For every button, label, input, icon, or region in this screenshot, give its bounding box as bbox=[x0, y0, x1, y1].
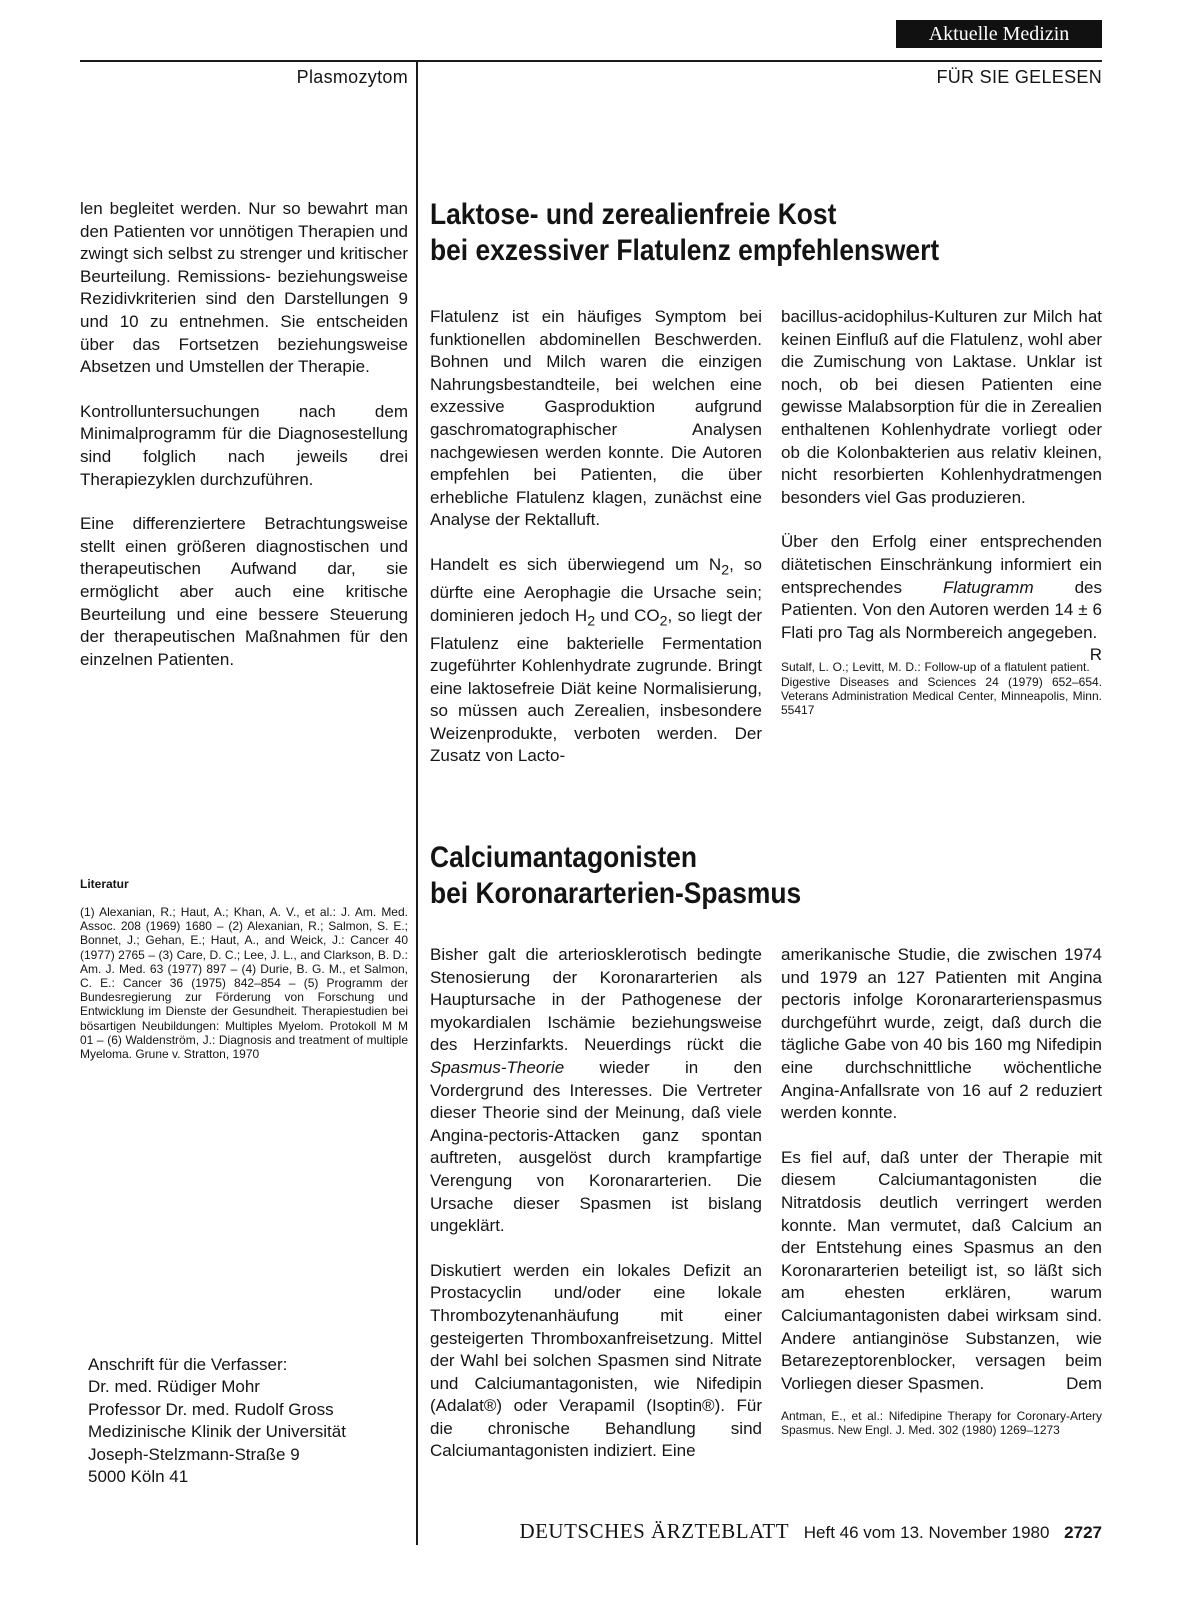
headline-line: Laktose- und zerealienfreie Kost bbox=[430, 198, 837, 231]
article2-signature: Dem bbox=[1066, 1373, 1102, 1393]
article2-headline bbox=[430, 840, 1102, 912]
article1-paragraph: bacillus-acidophilus-Kulturen zur Milch hat keinen Einfluß auf die Flatulenz, wohl aber die Zumischung von Laktase. Unklar ist noch, ob bei diesen Patienten eine gewisse Malabsorption für die in Zerealien enthaltenen Kohlenhydrate vorliegt oder ob die Kolonbakterien aus relativ kleinen, nicht resorbierten Kohlenhydratmengen besonders viel Gas produzieren. bbox=[781, 307, 1102, 507]
plasmozytom-text bbox=[80, 198, 408, 693]
article1-signature: R bbox=[1089, 645, 1102, 665]
article2-paragraph: Es fiel auf, daß unter der Therapie mit diesem Calciumantagonisten die Nitratdosis deutlich verringert werden konnte. Man vermutet, daß Calcium an der Entstehung eines Spasmus an den Koronararterien beteiligt ist, so läßt sich am ehesten erklären, warum Calciumantagonisten dabei wirksam sind. Andere antianginöse Substanzen, wie Betarezeptorenblocker, versagen beim Vorliegen dieser Spasmen. Dem bbox=[781, 1147, 1102, 1396]
article1-column1 bbox=[430, 306, 762, 790]
author-address bbox=[88, 1354, 408, 1488]
article2-column1 bbox=[430, 944, 762, 1485]
left-paragraph: Kontrolluntersuchungen nach dem Minimalprogramm für die Diagnosestellung sind folglich nach jeweils drei Therapiezyklen durchzuführen. bbox=[80, 401, 408, 489]
article1-column2 bbox=[781, 306, 1102, 717]
section-badge: Aktuelle Medizin bbox=[896, 20, 1102, 48]
address-line: Joseph-Stelzmann-Straße 9 bbox=[88, 1444, 300, 1464]
literatur-title: Literatur bbox=[80, 877, 129, 891]
article1-paragraph: Flatulenz ist ein häufiges Symptom bei funktionellen abdominellen Beschwerden. Bohnen und Milch waren die einzigen Nahrungsbestandteile, bei welchen eine exzessive Gasproduktion aufgrund gaschromatographischer Analysen nachgewiesen werden konnte. Die Autoren empfehlen bei Patienten, die über erhebliche Flatulenz klagen, zunächst eine Analyse der Rektalluft. bbox=[430, 307, 762, 530]
headline-line: bei Koronararterien-Spasmus bbox=[430, 877, 802, 910]
article1-paragraph: Über den Erfolg einer entsprechenden diätetischen Einschränkung informiert ein entsprechendes Flatugramm des Patienten. Von den Autoren werden 14 ± 6 Flati pro Tag als Normbereich angegeben. R bbox=[781, 531, 1102, 644]
right-running-head: FÜR SIE GELESEN bbox=[936, 67, 1102, 87]
headline-line: bei exzessiver Flatulenz empfehlenswert bbox=[430, 234, 940, 267]
address-line: Dr. med. Rüdiger Mohr bbox=[88, 1377, 260, 1397]
article2-column2 bbox=[781, 944, 1102, 1438]
article1-paragraph: Handelt es sich überwiegend um $N_2$, so dürfte eine Aerophagie die Ursache sein; dominieren jedoch $H_2$ und $CO_2$, so liegt der Flatulenz eine bakterielle Fermentation zugeführter Kohlenhydrate zugrunde. Bringt eine laktosefreie Diät keine Normalisierung, so müssen auch Zerealien, insbesondere Weizenprodukte, verboten werden. Der Zusatz von Lacto- bbox=[430, 554, 763, 766]
address-line: Medizinische Klinik der Universität bbox=[88, 1422, 346, 1442]
address-line: Anschrift für die Verfasser: bbox=[88, 1355, 288, 1374]
left-paragraph: Eine differenziertere Betrachtungsweise stellt einen größeren diagnostischen und therapeutischen Aufwand dar, sie ermöglicht aber auch eine kritische Beurteilung und eine bessere Steuerung der therapeutischen Maßnahmen für den einzelnen Patienten. bbox=[80, 514, 408, 669]
article2-reference: Antman, E., et al.: Nifedipine Therapy for Coronary-Artery Spasmus. New Engl. J. Med. 302 (1980) 1269–1273 bbox=[781, 1409, 1102, 1438]
column-divider bbox=[416, 60, 418, 1545]
headline-line: Calciumantagonisten bbox=[430, 841, 697, 874]
page-footer bbox=[400, 1518, 1102, 1546]
article2-paragraph: Bisher galt die arteriosklerotisch bedingte Stenosierung der Koronararterien als Hauptursache in der Pathogenese der myokardialen Ischämie beziehungsweise des Herzinfarkts. Neuerdings rückt die Spasmus-Theorie wieder in den Vordergrund des Interesses. Die Vertreter dieser Theorie sind der Meinung, daß viele Angina-pectoris-Attacken ganz spontan auftreten, ausgelöst durch krampfartige Verengung von Koronararterien. Die Ursache dieser Spasmen ist bislang ungeklärt. bbox=[430, 945, 762, 1236]
left-running-head: Plasmozytom bbox=[296, 67, 408, 87]
issue-info: Heft 46 vom 13. November 1980 bbox=[803, 1523, 1050, 1542]
article2-paragraph: Diskutiert werden ein lokales Defizit an Prostacyclin und/oder eine lokale Thrombozytenanhäufung mit einer gesteigerten Thromboxanfreisetzung. Mittel der Wahl bei solchen Spasmen sind Nitrate und Calciumantagonisten, wie Nifedipin (Adalat®) oder Verapamil (Isoptin®). Für die chronische Behandlung sind Calciumantagonisten indiziert. Eine bbox=[430, 1260, 762, 1461]
article2-paragraph: amerikanische Studie, die zwischen 1974 und 1979 an 127 Patienten mit Angina pectoris infolge Koronararterienspasmus durchgeführt wurde, zeigt, daß durch die tägliche Gabe von 40 bis 160 mg Nifedipin eine durchschnittliche wöchentliche Angina-Anfallsrate von 16 auf 2 reduziert werden konnte. bbox=[781, 945, 1102, 1123]
literatur-block bbox=[80, 877, 408, 1061]
article1-reference: Sutalf, L. O.; Levitt, M. D.: Follow-up of a flatulent patient. Digestive Diseases and Sciences 24 (1979) 652–654. Veterans Administration Medical Center, Minneapolis, Minn. 55417 bbox=[781, 660, 1102, 717]
address-line: Professor Dr. med. Rudolf Gross bbox=[88, 1399, 334, 1419]
left-paragraph: len begleitet werden. Nur so bewahrt man den Patienten vor unnötigen Therapien und zwingt sich selbst zu strenger und kritischer Beurteilung. Remissions- beziehungsweise Rezidivkriterien sind den Darstellungen 9 und 10 zu entnehmen. Sie entscheiden über das Fortsetzen beziehungsweise Absetzen und Umstellen der Therapie. bbox=[80, 199, 408, 377]
address-line: 5000 Köln 41 bbox=[88, 1467, 189, 1487]
journal-title: DEUTSCHES ÄRZTEBLATT bbox=[519, 1519, 790, 1543]
page-number: 2727 bbox=[1064, 1523, 1102, 1542]
article1-headline bbox=[430, 197, 1102, 269]
literatur-text: (1) Alexanian, R.; Haut, A.; Khan, A. V., et al.: J. Am. Med. Assoc. 208 (1969) 1680 – (2) Alexanian, R.; Salmon, S. E.; Bonnet, J.; Gehan, E.; Haut, A., and Weick, J.: Cancer 40 (1977) 2765 – (3) Care, D. C.; Lee, J. L., and Clarkson, B. D.: Am. J. Med. 63 (1977) 897 – (4) Durie, B. G. M., et Salmon, C. E.: Cancer 36 (1975) 842–854 – (5) Programm der Bundesregierung zur Förderung von Forschung und Entwicklung im Dienste der Gesundheit. Therapiestudien bei bösartigen Neubildungen: Multiples Myelom. Protokoll M M 01 – (6) Waldenström, J.: Diagnosis and treatment of multiple Myeloma. Grune v. Stratton, 1970 bbox=[80, 905, 408, 1062]
header-rule bbox=[80, 60, 1102, 62]
